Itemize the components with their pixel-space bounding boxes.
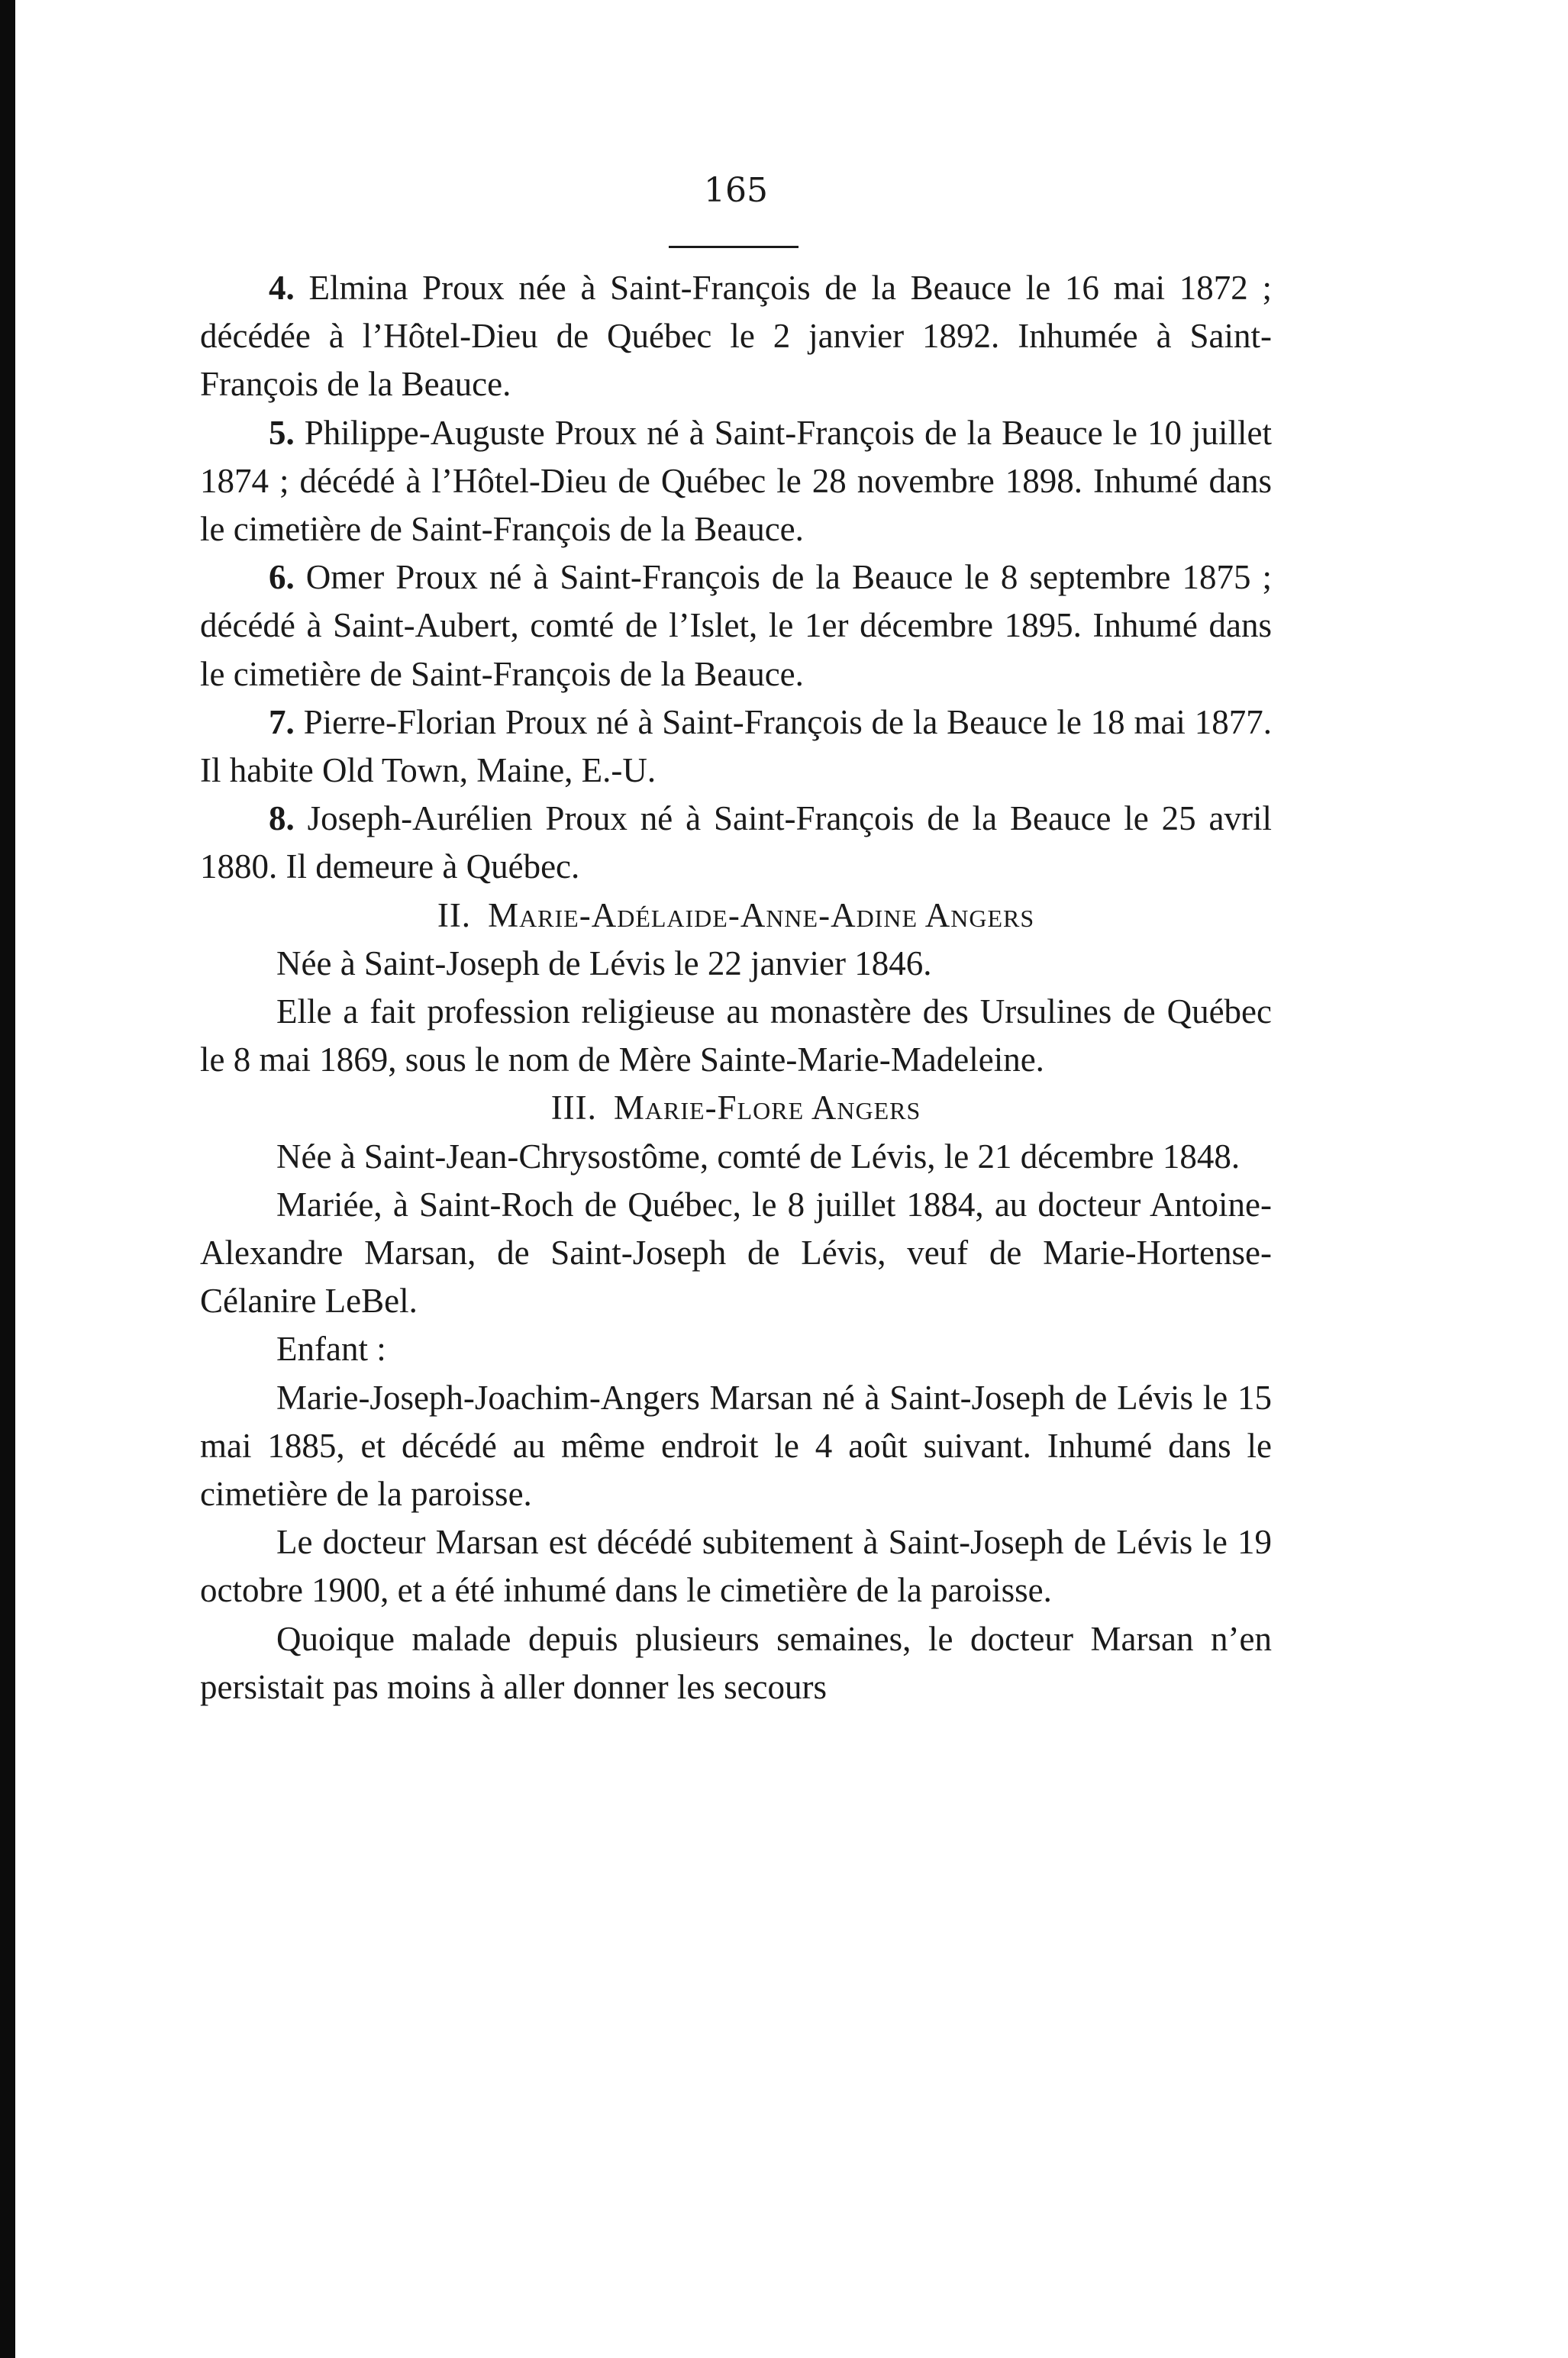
scan-border (0, 0, 15, 2358)
paragraph: Née à Saint-Jean-Chrysostôme, comté de Lévis, le 21 décembre 1848. (276, 1137, 1241, 1176)
section-heading-2 (200, 892, 1272, 940)
page-number: 165 (704, 171, 768, 210)
paragraph: Elle a fait profession religieuse au monastère des Ursulines de Québec le 8 mai 1869, sous le nom de Mère Sainte-Marie-Madeleine. (200, 992, 1272, 1079)
entry-text: Pierre-Florian Proux né à Saint-François de la Beauce le 18 mai 1877. Il habite Old Town, Maine, E.-U. (200, 702, 1273, 790)
page-text (200, 264, 1272, 1711)
entry-number: 5. (269, 413, 295, 452)
entry-text: Philippe-Auguste Proux né à Saint-François de la Beauce le 10 juillet 1874 ; décédé à l’Hôtel-Dieu de Québec le 28 novembre 1898. Inhumé dans le cimetière de Saint-François de la Beauce. (200, 413, 1273, 549)
child-entry-8 (200, 795, 1272, 891)
entry-number: 6. (269, 558, 295, 597)
entry-text: Omer Proux né à Saint-François de la Beauce le 8 septembre 1875 ; décédé à Saint-Aubert, comté de l’Islet, le 1er décembre 1895. Inhumé dans le cimetière de Saint-François de la Beauce. (200, 558, 1272, 693)
section-roman: II. (437, 895, 472, 934)
entry-number: 8. (269, 799, 295, 838)
paragraph: Quoique malade depuis plusieurs semaines, le docteur Marsan n’en persistait pas moins à aller donner les secours (200, 1619, 1272, 1706)
section-heading-3 (200, 1084, 1272, 1132)
paragraph: Marie-Joseph-Joachim-Angers Marsan né à Saint-Joseph de Lévis le 15 mai 1885, et décédé au même endroit le 4 août suivant. Inhumé dans le cimetière de la paroisse. (200, 1378, 1272, 1514)
paragraph: Le docteur Marsan est décédé subitement à Saint-Joseph de Lévis le 19 octobre 1900, et a été inhumé dans le cimetière de la paroisse. (200, 1523, 1272, 1610)
paragraph: Née à Saint-Joseph de Lévis le 22 janvier 1846. (276, 944, 932, 982)
entry-number: 7. (269, 702, 295, 741)
paragraph: Mariée, à Saint-Roch de Québec, le 8 juillet 1884, au docteur Antoine-Alexandre Marsan, de Saint-Joseph de Lévis, veuf de Marie-Hortense-Célanire LeBel. (200, 1185, 1272, 1321)
child-entry-5 (200, 409, 1272, 554)
child-entry-7 (200, 698, 1272, 795)
paragraph: Enfant : (276, 1330, 386, 1369)
section-name: Marie-Flore Angers (613, 1089, 921, 1127)
child-entry-6 (200, 553, 1272, 698)
section-roman: III. (550, 1089, 597, 1127)
child-entry-4 (200, 264, 1272, 409)
entry-number: 4. (269, 269, 295, 307)
entry-text: Elmina Proux née à Saint-François de la Beauce le 16 mai 1872 ; décédée à l’Hôtel-Dieu de Québec le 2 janvier 1892. Inhumée à Saint-François de la Beauce. (200, 269, 1272, 404)
section-name: Marie-Adélaide-Anne-Adine Angers (488, 895, 1035, 934)
header-rule (669, 246, 799, 248)
entry-text: Joseph-Aurélien Proux né à Saint-François de la Beauce le 25 avril 1880. Il demeure à Québec. (200, 799, 1272, 886)
